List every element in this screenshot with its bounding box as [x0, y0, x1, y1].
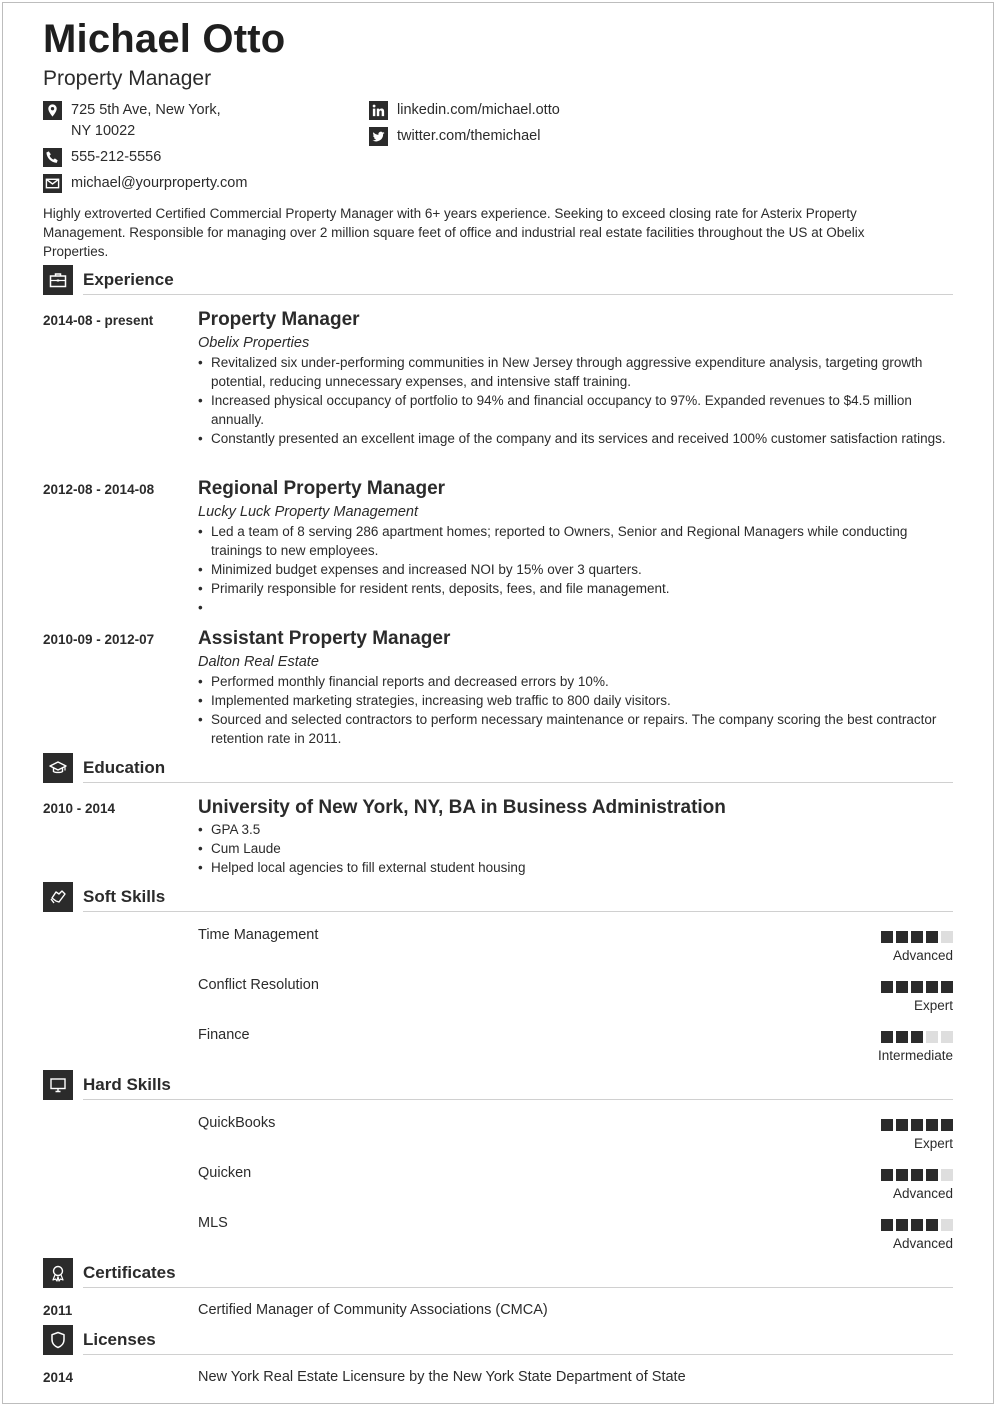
- section-title: Certificates: [83, 1263, 176, 1282]
- rating-square-empty: [941, 1169, 953, 1181]
- bullet-item: • Cum Laude: [198, 839, 953, 858]
- rating-square-filled: [881, 1169, 893, 1181]
- license-year: 2014: [43, 1370, 74, 1385]
- bullet-item: • Sourced and selected contractors to perform necessary maintenance or repairs. The company scoring the best contractor retention rate in 2011.: [198, 710, 953, 748]
- candidate-name: Michael Otto: [43, 17, 286, 61]
- rating-square-empty: [926, 1031, 938, 1043]
- rating-square-filled: [881, 931, 893, 943]
- award-ribbon-icon: [43, 1258, 73, 1288]
- section-education: [43, 753, 953, 785]
- experience-dates: 2010-09 - 2012-07: [43, 632, 155, 647]
- contact-phone: [43, 147, 161, 168]
- experience-title: Regional Property Manager: [198, 478, 446, 499]
- bullet-item: • Increased physical occupancy of portfolio to 94% and financial occupancy to 97%. Expanded revenues to $4.5 million annually.: [198, 391, 953, 429]
- location-pin-icon: [43, 101, 62, 120]
- rating-square-filled: [911, 981, 923, 993]
- handshake-icon: [43, 882, 73, 912]
- twitter-icon: [369, 127, 388, 146]
- section-hard-skills: [43, 1070, 953, 1102]
- shield-icon: [43, 1325, 73, 1355]
- bullet-item: • Helped local agencies to fill external student housing: [198, 858, 953, 877]
- rating-square-filled: [881, 1031, 893, 1043]
- section-divider: [83, 911, 953, 912]
- skill-rating: [881, 931, 953, 943]
- education-bullets: [198, 820, 953, 877]
- education-entry: [198, 796, 953, 877]
- skill-rating: [881, 1031, 953, 1043]
- education-title: University of New York, NY, BA in Business Administration: [198, 797, 726, 818]
- rating-square-filled: [881, 1219, 893, 1231]
- graduation-cap-icon: [43, 753, 73, 783]
- rating-square-filled: [941, 981, 953, 993]
- bullet-item: • Primarily responsible for resident rents, deposits, fees, and file management.: [198, 579, 953, 598]
- rating-square-filled: [896, 981, 908, 993]
- rating-square-filled: [941, 1119, 953, 1131]
- skill-level: Intermediate: [877, 1048, 953, 1063]
- experience-company: Lucky Luck Property Management: [198, 504, 419, 520]
- section-certificates: [43, 1258, 953, 1290]
- bullet-item: • Led a team of 8 serving 286 apartment homes; reported to Owners, Senior and Regional Managers while conducting trainings to new employees.: [198, 522, 953, 560]
- certificate-year: 2011: [43, 1303, 73, 1318]
- skill-rating: [881, 981, 953, 993]
- skill-level: Expert: [913, 1136, 953, 1151]
- experience-dates: 2012-08 - 2014-08: [43, 482, 155, 497]
- section-divider: [83, 782, 953, 783]
- skill-name: QuickBooks: [198, 1115, 276, 1131]
- rating-square-filled: [911, 1169, 923, 1181]
- section-divider: [83, 1099, 953, 1100]
- experience-entry: [198, 308, 953, 448]
- experience-company: Dalton Real Estate: [198, 654, 319, 670]
- rating-square-filled: [911, 1219, 923, 1231]
- rating-square-empty: [941, 1031, 953, 1043]
- monitor-icon: [43, 1070, 73, 1100]
- rating-square-filled: [896, 1169, 908, 1181]
- experience-title: Property Manager: [198, 309, 360, 330]
- rating-square-filled: [911, 1119, 923, 1131]
- address-line-1: 725 5th Ave, New York,: [71, 102, 221, 118]
- rating-square-filled: [926, 1219, 938, 1231]
- skill-rating: [881, 1219, 953, 1231]
- bullet-item: • Implemented marketing strategies, increasing web traffic to 800 daily visitors.: [198, 691, 953, 710]
- linkedin-icon: [369, 101, 388, 120]
- rating-square-filled: [926, 981, 938, 993]
- rating-square-filled: [881, 981, 893, 993]
- section-title: Experience: [83, 270, 174, 289]
- rating-square-filled: [926, 931, 938, 943]
- skill-level: Advanced: [892, 1236, 953, 1251]
- rating-square-filled: [896, 1219, 908, 1231]
- experience-bullets: [198, 672, 953, 748]
- experience-dates: 2014-08 - present: [43, 313, 154, 328]
- address-line-2: NY 10022: [71, 123, 136, 139]
- candidate-title: Property Manager: [43, 67, 212, 90]
- rating-square-filled: [926, 1169, 938, 1181]
- twitter-text: twitter.com/themichael: [397, 128, 541, 144]
- skill-level: Advanced: [892, 1186, 953, 1201]
- phone-icon: [43, 148, 62, 167]
- phone-text: 555-212-5556: [71, 149, 162, 165]
- education-dates: 2010 - 2014: [43, 801, 116, 816]
- skill-name: Finance: [198, 1027, 250, 1043]
- contact-linkedin: [369, 100, 560, 121]
- rating-square-filled: [896, 1119, 908, 1131]
- section-soft-skills: [43, 882, 953, 914]
- experience-title: Assistant Property Manager: [198, 628, 451, 649]
- bullet-item: • Constantly presented an excellent image of the company and its services and received 100% customer satisfaction ratings.: [198, 429, 953, 448]
- bullet-item: [198, 598, 953, 617]
- section-divider: [83, 1287, 953, 1288]
- professional-summary: Highly extroverted Certified Commercial Property Manager with 6+ years experience. Seeking to exceed closing rate for Asterix Property Management. Responsible for managing over 2 million square feet of office and industrial real estate facilities throughout the US at Obelix Properties.: [43, 206, 865, 259]
- skill-name: MLS: [198, 1215, 228, 1231]
- rating-square-filled: [881, 1119, 893, 1131]
- section-licenses: [43, 1325, 953, 1357]
- section-divider: [83, 1354, 953, 1355]
- skill-name: Quicken: [198, 1165, 252, 1181]
- rating-square-filled: [896, 931, 908, 943]
- section-divider: [83, 294, 953, 295]
- contact-twitter: [369, 126, 540, 147]
- section-title: Education: [83, 758, 166, 777]
- section-title: Soft Skills: [83, 887, 166, 906]
- license-text: New York Real Estate Licensure by the New York State Department of State: [198, 1369, 686, 1385]
- rating-square-empty: [941, 931, 953, 943]
- section-experience: [43, 265, 953, 297]
- skill-rating: [881, 1119, 953, 1131]
- experience-company: Obelix Properties: [198, 335, 310, 351]
- linkedin-text: linkedin.com/michael.otto: [397, 102, 560, 118]
- contact-email: [43, 173, 247, 194]
- bullet-item: • GPA 3.5: [198, 820, 953, 839]
- experience-entry: [198, 627, 953, 748]
- bullet-item: • Minimized budget expenses and increased NOI by 15% over 3 quarters.: [198, 560, 953, 579]
- skill-name: Conflict Resolution: [198, 977, 319, 993]
- experience-entry: [198, 477, 953, 617]
- skill-level: Advanced: [892, 948, 953, 963]
- bullet-item: • Revitalized six under-performing communities in New Jersey through aggressive expenditure analysis, targeting growth potential, reducing unnecessary expenses, and intensive staff training.: [198, 353, 953, 391]
- bullet-item: • Performed monthly financial reports and decreased errors by 10%.: [198, 672, 953, 691]
- experience-bullets: [198, 522, 953, 617]
- skill-name: Time Management: [198, 927, 319, 943]
- email-text: michael@yourproperty.com: [71, 175, 248, 191]
- rating-square-empty: [941, 1219, 953, 1231]
- certificate-text: Certified Manager of Community Associations (CMCA): [198, 1302, 548, 1318]
- envelope-icon: [43, 174, 62, 193]
- section-title: Hard Skills: [83, 1075, 171, 1094]
- rating-square-filled: [926, 1119, 938, 1131]
- briefcase-icon: [43, 265, 73, 295]
- skill-level: Expert: [913, 998, 953, 1013]
- experience-bullets: [198, 353, 953, 448]
- rating-square-filled: [911, 1031, 923, 1043]
- contact-address: [43, 100, 221, 142]
- rating-square-filled: [896, 1031, 908, 1043]
- skill-rating: [881, 1169, 953, 1181]
- rating-square-filled: [911, 931, 923, 943]
- section-title: Licenses: [83, 1330, 156, 1349]
